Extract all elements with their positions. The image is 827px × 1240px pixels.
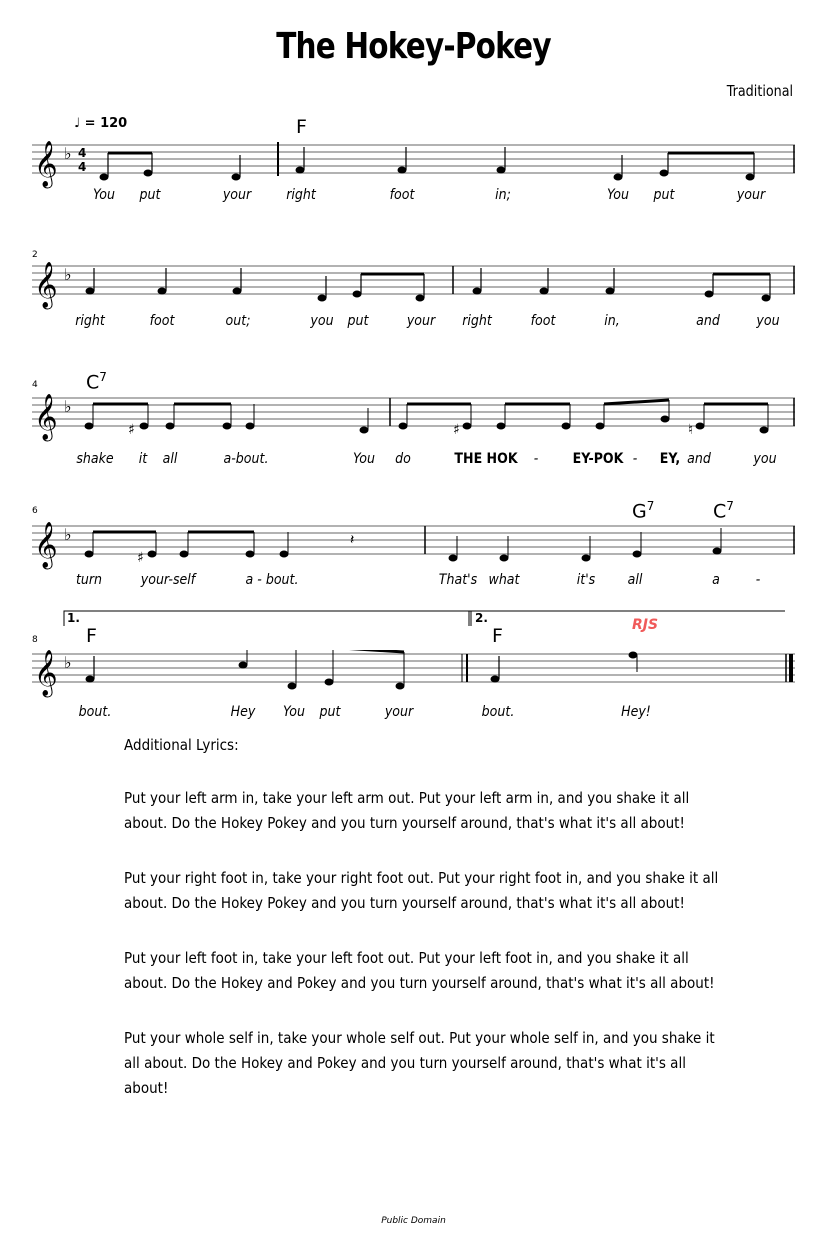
sharp-icon: ♯ — [128, 422, 135, 438]
lyric: You — [606, 187, 630, 203]
lyric: and — [696, 313, 720, 329]
lyric: foot — [149, 313, 175, 329]
verse-2 — [124, 866, 764, 916]
verse-line: Put your right foot in, take your right foot out. Put your right foot in, and you shake it all — [124, 869, 719, 887]
lyric: You — [282, 704, 306, 720]
verse-4 — [124, 1026, 764, 1101]
treble-clef-icon: 𝄞 — [34, 650, 58, 696]
flat-icon: ♭ — [64, 397, 72, 416]
lyric: your-self — [140, 572, 196, 588]
verse-line: about. Do the Hokey and Pokey and you turn yourself around, that's what it's all about! — [124, 974, 715, 992]
treble-clef-icon: 𝄞 — [34, 394, 58, 440]
verse-line: Put your whole self in, take your whole self out. Put your whole self in, and you shake it — [124, 1029, 715, 1047]
lyric: you — [310, 313, 334, 329]
lyric: put — [347, 313, 369, 329]
flat-icon: ♭ — [64, 144, 72, 163]
chord-symbol: $C^7$ — [86, 370, 107, 394]
natural-icon: ♮ — [688, 422, 694, 438]
lyric: your — [384, 704, 414, 720]
lyric: you — [756, 313, 780, 329]
lyric: put — [139, 187, 161, 203]
lyric: what — [488, 572, 520, 588]
lyric: bout. — [78, 704, 112, 720]
lyric: out; — [225, 313, 251, 329]
measure-number: 8 — [32, 635, 38, 645]
verse-line: about. Do the Hokey Pokey and you turn yourself around, that's what it's all about! — [124, 894, 685, 912]
treble-clef-icon: 𝄞 — [34, 141, 58, 187]
lyric: it's — [576, 572, 596, 588]
lyric: right — [462, 313, 492, 329]
verse-line: Put your left arm in, take your left arm out. Put your left arm in, and you shake it all — [124, 789, 690, 807]
flat-icon: ♭ — [64, 265, 72, 284]
lyric: a - bout. — [245, 572, 299, 588]
measure-number: 4 — [32, 380, 38, 390]
lyric: put — [653, 187, 675, 203]
chord-symbol: $G^7$ — [632, 499, 655, 523]
lyric: your — [222, 187, 252, 203]
flat-icon: ♭ — [64, 653, 72, 672]
chord-symbol: F — [86, 625, 97, 647]
tempo-marking: ♩ = 120 — [74, 116, 128, 131]
lyric: right — [286, 187, 316, 203]
footer-copyright: Public Domain — [381, 1216, 446, 1226]
song-title: The Hokey-Pokey — [276, 26, 551, 67]
composer: Traditional — [726, 82, 793, 100]
lyric: your — [736, 187, 766, 203]
verse-1 — [124, 786, 764, 836]
lyric: foot — [389, 187, 415, 203]
lyric: a — [712, 572, 720, 588]
lyric: in, — [604, 313, 620, 329]
lyric: THE HOK — [454, 451, 518, 467]
lyric: foot — [530, 313, 556, 329]
lyric: put — [319, 704, 341, 720]
treble-clef-icon: 𝄞 — [34, 262, 58, 308]
lyric: EY-POK — [572, 451, 624, 467]
lyric: That's — [438, 572, 478, 588]
lyric: bout. — [481, 704, 515, 720]
chord-symbol: $C^7$ — [713, 499, 734, 523]
sharp-icon: ♯ — [137, 550, 144, 566]
volta-brackets — [0, 608, 827, 628]
verse-line: all about. Do the Hokey and Pokey and you turn yourself around, that's what it's all — [124, 1054, 686, 1072]
lyric: your — [406, 313, 436, 329]
staff — [0, 522, 827, 582]
lyric: shake — [76, 451, 114, 467]
svg-text:4: 4 — [78, 160, 87, 174]
treble-clef-icon: 𝄞 — [34, 522, 58, 568]
rjs-annotation: RJS — [632, 617, 659, 633]
lyric: You — [92, 187, 116, 203]
verse-line: Put your left foot in, take your left foot out. Put your left foot in, and you shake it all — [124, 949, 689, 967]
measure-number: 2 — [32, 250, 38, 260]
additional-lyrics-heading: Additional Lyrics: — [124, 736, 239, 754]
sharp-icon: ♯ — [453, 422, 460, 438]
staff — [0, 135, 827, 195]
volta-2: 2. — [475, 611, 488, 625]
lyric: - — [533, 451, 539, 467]
staff — [0, 650, 827, 700]
chord-symbol: F — [492, 625, 503, 647]
quarter-rest-icon: 𝄽 — [350, 532, 355, 548]
lyric: - — [755, 572, 761, 588]
lyric: turn — [75, 572, 103, 588]
lyric: Hey! — [621, 704, 651, 720]
lyric: all — [162, 451, 178, 467]
lyric: Hey — [230, 704, 256, 720]
lyric: in; — [495, 187, 511, 203]
flat-icon: ♭ — [64, 525, 72, 544]
volta-1: 1. — [67, 611, 80, 625]
verse-3 — [124, 946, 764, 996]
svg-text:4: 4 — [78, 146, 87, 160]
lyric: - — [632, 451, 638, 467]
staff — [0, 394, 827, 454]
lyric: You — [352, 451, 376, 467]
lyric: EY, — [659, 451, 681, 467]
measure-number: 6 — [32, 506, 38, 516]
verse-line: about! — [124, 1079, 169, 1097]
lyric: a-bout. — [223, 451, 269, 467]
lyric: all — [627, 572, 643, 588]
chord-symbol: F — [296, 116, 307, 138]
lyric: do — [395, 451, 411, 467]
lyric: and — [687, 451, 711, 467]
lyric: it — [138, 451, 148, 467]
lyric: you — [753, 451, 777, 467]
verse-line: about. Do the Hokey Pokey and you turn yourself around, that's what it's all about! — [124, 814, 685, 832]
lyric: right — [75, 313, 105, 329]
